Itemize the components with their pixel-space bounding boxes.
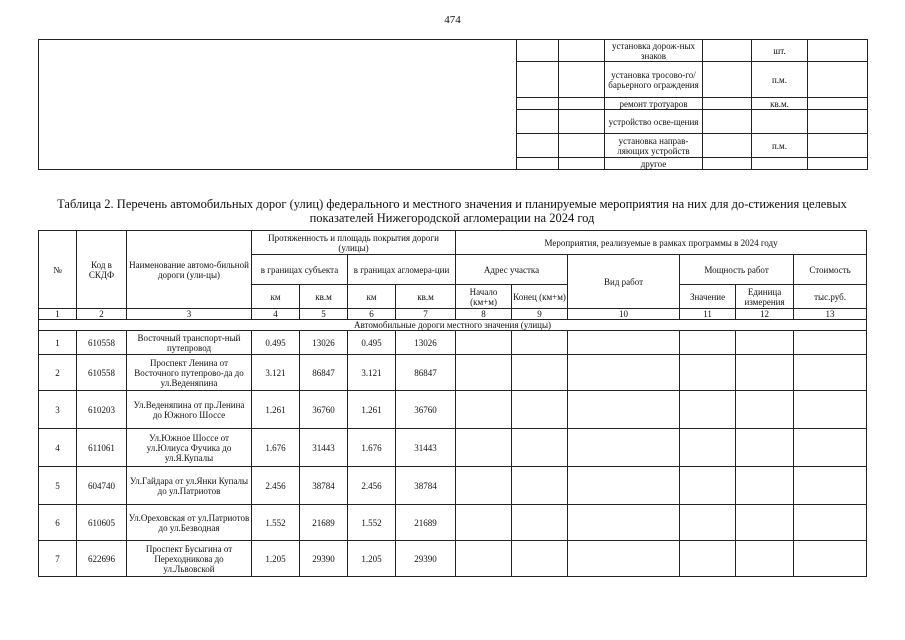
- work-type-cell: другое: [605, 158, 703, 170]
- unit-cell: шт.: [752, 40, 808, 62]
- header-cost-unit: тыс.руб.: [794, 285, 867, 309]
- header-value: Значение: [680, 285, 736, 309]
- table-row: 2 610558 Проспект Ленина от Восточного путепрово-да до ул.Веденяпина 3.121 86847 3.121 86847: [39, 355, 867, 391]
- col-number: 13: [794, 309, 867, 320]
- table-row: 5 604740 Ул.Гайдара от ул.Янки Купалы до ул.Патриотов 2.456 38784 2.456 38784: [39, 467, 867, 505]
- col-number: 9: [512, 309, 568, 320]
- header-road-name: Наименование автомо-бильной дороги (ули-цы): [127, 231, 252, 309]
- col-number: 11: [680, 309, 736, 320]
- header-length-group: Протяженность и площадь покрытия дороги (улицы): [252, 231, 456, 255]
- work-type-cell: установка тросово-го/барьерного ограждения: [605, 62, 703, 98]
- section-title: Автомобильные дороги местного значения (улицы): [39, 320, 867, 331]
- empty-merged-cell: [39, 40, 517, 170]
- page-number: 474: [444, 14, 461, 26]
- work-type-cell: ремонт тротуаров: [605, 98, 703, 110]
- unit-cell: п.м.: [752, 62, 808, 98]
- work-type-cell: установка направ-ляющих устройств: [605, 134, 703, 158]
- table-row: 3 610203 Ул.Веденяпина от пр.Ленина до Южного Шоссе 1.261 36760 1.261 36760: [39, 391, 867, 429]
- col-number: 7: [396, 309, 456, 320]
- unit-cell: [752, 110, 808, 134]
- col-number: 3: [127, 309, 252, 320]
- col-number: 4: [252, 309, 300, 320]
- header-start: Начало (км+м): [456, 285, 512, 309]
- header-address: Адрес участка: [456, 255, 568, 285]
- header-unit: Единица измерения: [736, 285, 794, 309]
- work-type-cell: устройство осве-щения: [605, 110, 703, 134]
- unit-cell: [752, 158, 808, 170]
- col-number: 12: [736, 309, 794, 320]
- roads-table: [38, 230, 867, 577]
- col-number: 10: [568, 309, 680, 320]
- table-caption: Таблица 2. Перечень автомобильных дорог (улиц) федерального и местного значения и планируемые мероприятия на них для до-стижения целевых показателей Нижегородской агломерации на 2024 год: [57, 197, 847, 225]
- header-capacity: Мощность работ: [680, 255, 794, 285]
- col-number: 1: [39, 309, 77, 320]
- unit-cell: кв.м.: [752, 98, 808, 110]
- table-row: 7 622696 Проспект Бусыгина от Переходникова до ул.Львовской 1.205 29390 1.205 29390: [39, 541, 867, 577]
- table-row: 6 610605 Ул.Ореховская от ул.Патриотов до ул.Безводная 1.552 21689 1.552 21689: [39, 505, 867, 541]
- continued-table: [38, 39, 868, 170]
- col-number: 5: [300, 309, 348, 320]
- table-row: 4 611061 Ул.Южное Шоссе от ул.Юлиуса Фучика до ул.Я.Купалы 1.676 31443 1.676 31443: [39, 429, 867, 467]
- table-row: 1 610558 Восточный транспорт-ный путепровод 0.495 13026 0.495 13026: [39, 331, 867, 355]
- header-in-agglomeration: в границах агломера-ции: [348, 255, 456, 285]
- header-num: №: [39, 231, 77, 309]
- col-number: 6: [348, 309, 396, 320]
- header-sqm: кв.м: [300, 285, 348, 309]
- header-code: Код в СКДФ: [77, 231, 127, 309]
- col-number: 2: [77, 309, 127, 320]
- header-cost: Стоимость: [794, 255, 867, 285]
- header-km: км: [348, 285, 396, 309]
- work-type-cell: установка дорож-ных знаков: [605, 40, 703, 62]
- header-km: км: [252, 285, 300, 309]
- col-number: 8: [456, 309, 512, 320]
- header-work-type: Вид работ: [568, 255, 680, 309]
- header-end: Конец (км+м): [512, 285, 568, 309]
- unit-cell: п.м.: [752, 134, 808, 158]
- header-measures-group: Мероприятия, реализуемые в рамках программы в 2024 году: [456, 231, 867, 255]
- header-in-subject: в границах субъекта: [252, 255, 348, 285]
- column-numbers-row: [39, 309, 867, 320]
- header-sqm: кв.м: [396, 285, 456, 309]
